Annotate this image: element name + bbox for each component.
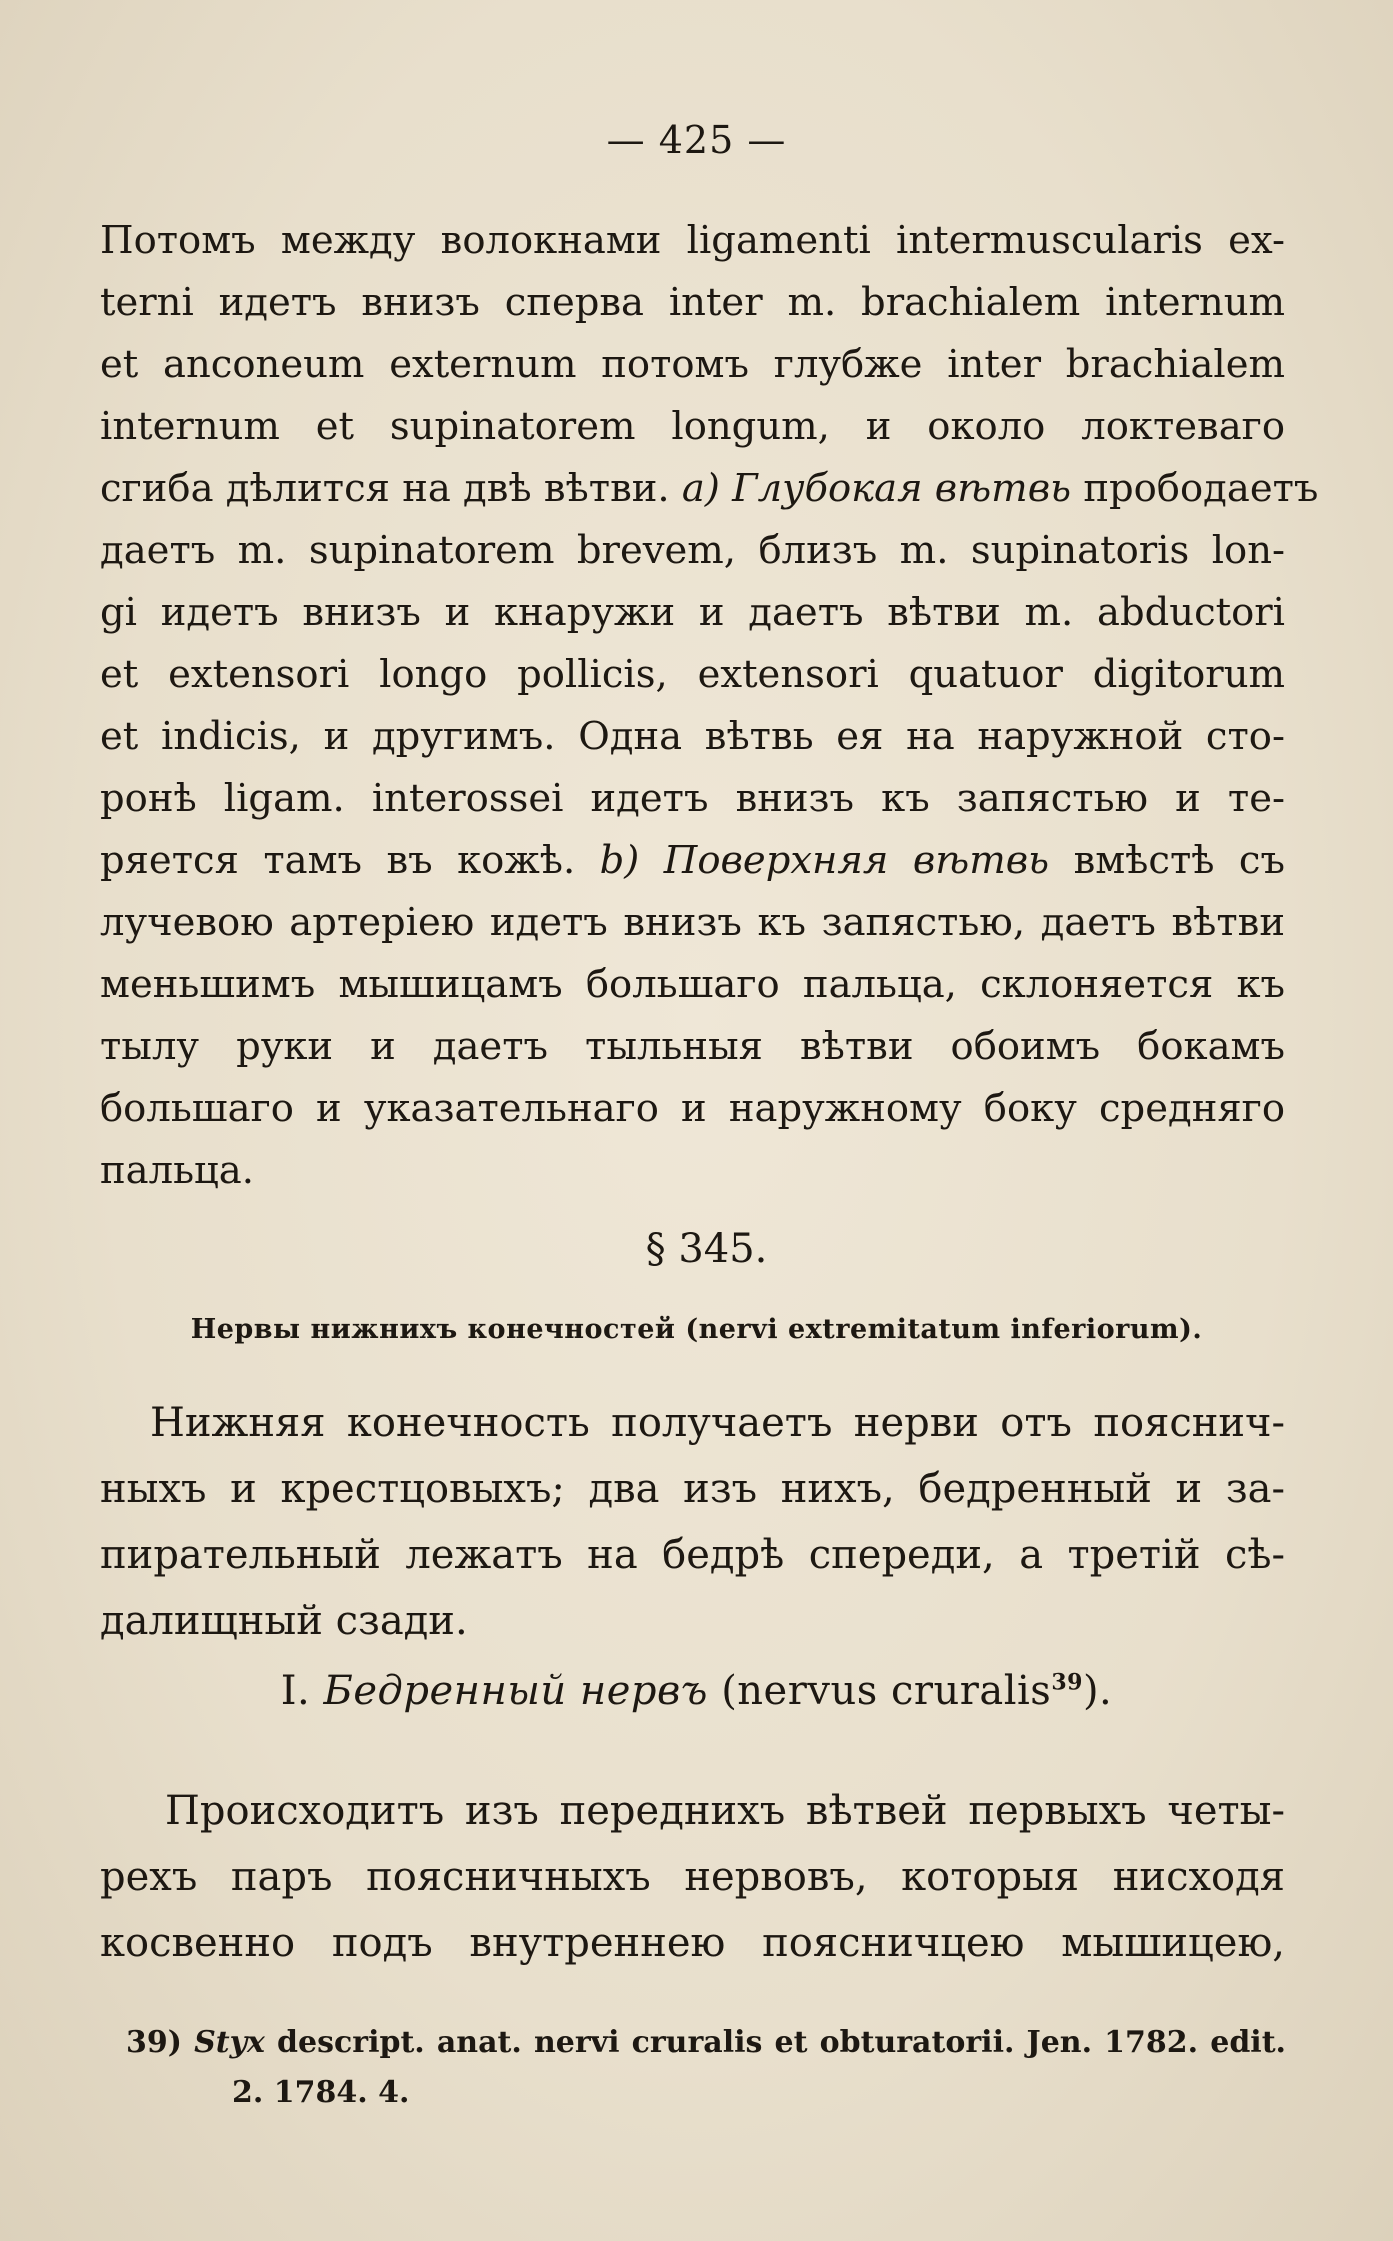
text-line: internum et supinatorem longum, и около локтеваго bbox=[100, 404, 1285, 449]
text-line: пальца. bbox=[100, 1148, 254, 1193]
text-line: даетъ m. supinatorem brevem, близъ m. supinatoris lon- bbox=[100, 528, 1285, 573]
text-span: вмѣстѣ съ bbox=[1073, 838, 1285, 883]
text-line: Происходитъ изъ переднихъ вѣтвей первыхъ четы- bbox=[165, 1788, 1285, 1834]
text-span: сгиба дѣлится на двѣ вѣтви. bbox=[100, 466, 670, 511]
footnote-author: Styx bbox=[194, 2025, 265, 2060]
text-line: et indicis, и другимъ. Одна вѣтвь ея на наружной сто- bbox=[100, 714, 1285, 759]
text-line: gi идетъ внизъ и кнаружи и даетъ вѣтви m. abductori bbox=[100, 590, 1285, 635]
subheading-latin: (nervi extremitatum inferiorum). bbox=[685, 1314, 1203, 1345]
text-line: меньшимъ мышицамъ большаго пальца, склоняется къ bbox=[100, 962, 1285, 1007]
italic-term: a) Глубокая вѣтвь bbox=[681, 466, 1072, 511]
text-line bbox=[100, 458, 1319, 520]
section-subheading bbox=[0, 1314, 1393, 1345]
subheading-russian: Нервы нижнихъ конечностей bbox=[190, 1314, 676, 1345]
text-span: прободаетъ bbox=[1083, 466, 1319, 511]
text-line: ныхъ и крестцовыхъ; два изъ нихъ, бедренный и за- bbox=[100, 1466, 1285, 1512]
text-line: рехъ паръ поясничныхъ нервовъ, которыя нисходя bbox=[100, 1854, 1285, 1900]
footnote-line2: 2. 1784. 4. bbox=[232, 2075, 410, 2110]
heading-number: I. bbox=[280, 1668, 311, 1714]
text-line bbox=[100, 830, 1285, 892]
text-line: большаго и указательнаго и наружному боку средняго bbox=[100, 1086, 1285, 1131]
text-span: ряется тамъ въ кожѣ. bbox=[100, 838, 576, 883]
text-line: et extensori longo pollicis, extensori quatuor digitorum bbox=[100, 652, 1285, 697]
text-line: Потомъ между волокнами ligamenti intermuscularis ex- bbox=[100, 218, 1285, 263]
text-line: лучевою артеріею идетъ внизъ къ запястью, даетъ вѣтви bbox=[100, 900, 1285, 945]
footnote-ref: 39 bbox=[1051, 1669, 1083, 1696]
text-line: далищный сзади. bbox=[100, 1598, 468, 1644]
footnote-text: descript. anat. nervi cruralis et obturatorii. Jen. 1782. edit. bbox=[277, 2025, 1286, 2060]
heading-russian: Бедренный нервъ bbox=[323, 1668, 708, 1714]
text-line: ронѣ ligam. interossei идетъ внизъ къ запястью и те- bbox=[100, 776, 1285, 821]
text-line: Нижняя конечность получаетъ нерви отъ пояснич- bbox=[150, 1400, 1285, 1446]
footnote-number: 39) bbox=[126, 2025, 182, 2060]
heading-close: ). bbox=[1082, 1668, 1113, 1714]
page-number: — 425 — bbox=[606, 118, 787, 162]
text-line: косвенно подъ внутреннею поясничцею мышицею, bbox=[100, 1920, 1285, 1966]
text-line: et anconeum externum потомъ глубже inter brachialem bbox=[100, 342, 1285, 387]
text-line: пиратeльный лежатъ на бедрѣ спереди, а третій сѣ- bbox=[100, 1532, 1285, 1578]
text-line: terni идетъ внизъ сперва inter m. brachialem internum bbox=[100, 280, 1285, 325]
text-line: тылу руки и даетъ тыльныя вѣтви обоимъ бокамъ bbox=[100, 1024, 1285, 1069]
nerve-heading bbox=[0, 1668, 1393, 1714]
heading-latin: (nervus cruralis bbox=[721, 1668, 1052, 1714]
italic-term: b) Поверхняя вѣтвь bbox=[599, 838, 1050, 883]
section-number: § 345. bbox=[645, 1226, 768, 1272]
footnote bbox=[126, 2018, 1286, 2068]
